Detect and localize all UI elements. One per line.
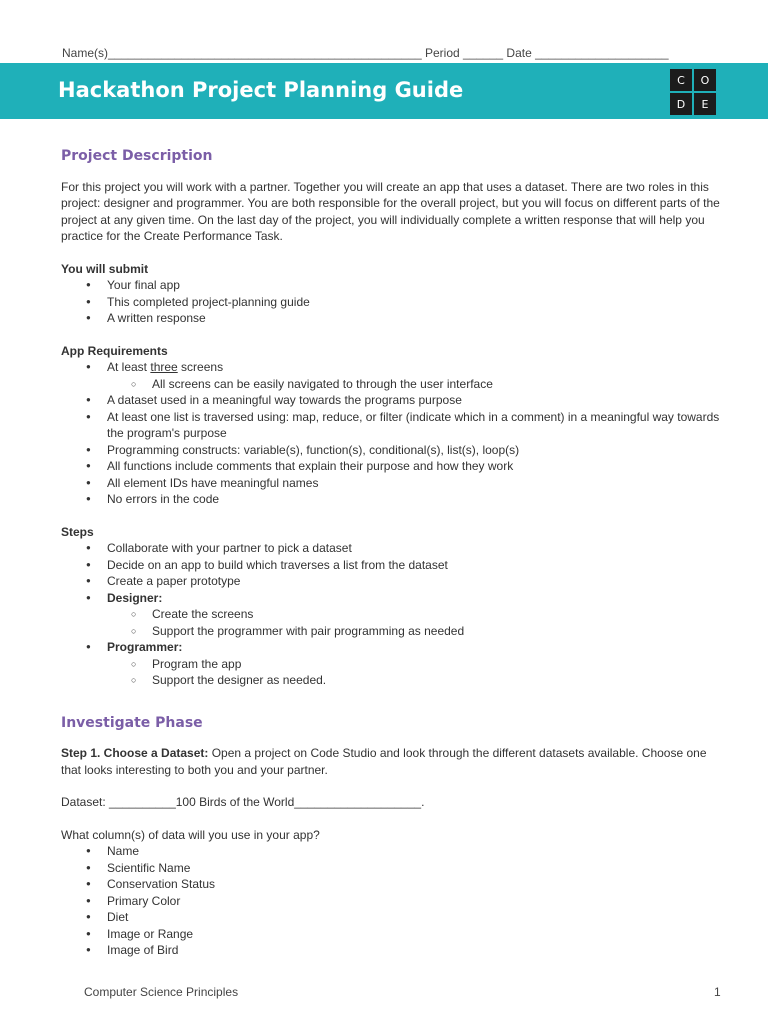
list-subitem: ○ Support the programmer with pair programming as needed bbox=[61, 623, 721, 640]
code-logo bbox=[670, 69, 716, 115]
requirements-heading: App Requirements bbox=[61, 343, 168, 358]
step1-text: Step 1. Choose a Dataset: Open a project on Code Studio and look through the different datasets available. Choose one that looks interesting to both you and your partner. bbox=[61, 746, 707, 777]
list-item: ● Conservation Status bbox=[61, 876, 721, 893]
submit-heading: You will submit bbox=[61, 261, 149, 276]
list-item: ● Your final app bbox=[61, 277, 721, 294]
list-item: ● Collaborate with your partner to pick a dataset bbox=[61, 540, 721, 557]
project-description-text: For this project you will work with a partner. Together you will create an app that uses a dataset. There are two roles in this project: designer and programmer. You are both responsible for the overall project, but you will focus on different parts of the project at any given time. On the last day of the project, you will individually complete a written response that will help you practice for the Create Performance Task. bbox=[61, 179, 720, 243]
list-item: ● Decide on an app to build which traverses a list from the dataset bbox=[61, 557, 721, 574]
list-item: ● No errors in the code bbox=[61, 491, 721, 508]
columns-question: What column(s) of data will you use in your app? bbox=[61, 827, 320, 842]
list-item: ● A written response bbox=[61, 310, 721, 327]
list-subitem: ○ Support the designer as needed. bbox=[61, 672, 721, 689]
list-subitem: ○ Program the app bbox=[61, 656, 721, 673]
logo-letter: D bbox=[670, 93, 692, 115]
steps-heading: Steps bbox=[61, 524, 94, 539]
document-body bbox=[61, 148, 721, 959]
project-description-heading: Project Description bbox=[61, 148, 213, 164]
logo-letter: E bbox=[694, 93, 716, 115]
requirements-list bbox=[61, 359, 721, 508]
list-item: ● Programming constructs: variable(s), function(s), conditional(s), list(s), loop(s) bbox=[61, 442, 721, 459]
programmer-item: ● Programmer: bbox=[61, 639, 721, 656]
footer-course: Computer Science Principles bbox=[84, 985, 239, 999]
investigate-phase-heading: Investigate Phase bbox=[61, 714, 203, 731]
list-item: ● Diet bbox=[61, 909, 721, 926]
designer-item: ● Designer: bbox=[61, 590, 721, 607]
list-item: ● At least three screens bbox=[61, 359, 721, 376]
page-number: 1 bbox=[714, 985, 721, 999]
list-item: ● Primary Color bbox=[61, 893, 721, 910]
logo-letter: C bbox=[670, 69, 692, 91]
page-title: Hackathon Project Planning Guide bbox=[58, 78, 464, 102]
list-item: ● This completed project-planning guide bbox=[61, 294, 721, 311]
name-period-date-line: Name(s)_______________________________________________ Period ______ Date ____________________ bbox=[62, 46, 669, 60]
list-item: ● Name bbox=[61, 843, 721, 860]
list-subitem: ○ Create the screens bbox=[61, 606, 721, 623]
list-item: ● All element IDs have meaningful names bbox=[61, 475, 721, 492]
logo-letter: O bbox=[694, 69, 716, 91]
dataset-line: Dataset: __________100 Birds of the World___________________. bbox=[61, 795, 425, 809]
list-item: ● A dataset used in a meaningful way towards the programs purpose bbox=[61, 392, 721, 409]
columns-list bbox=[61, 843, 721, 959]
list-item: ● All functions include comments that explain their purpose and how they work bbox=[61, 458, 721, 475]
list-item: ● Scientific Name bbox=[61, 860, 721, 877]
list-item: ● At least one list is traversed using: map, reduce, or filter (indicate which in a comment) in a meaningful way towards the program's purpose bbox=[61, 409, 721, 442]
title-banner bbox=[0, 63, 768, 119]
list-item: ● Image or Range bbox=[61, 926, 721, 943]
list-item: ● Image of Bird bbox=[61, 942, 721, 959]
submit-list bbox=[61, 277, 721, 327]
list-subitem: ○ All screens can be easily navigated to through the user interface bbox=[61, 376, 721, 393]
list-item: ● Create a paper prototype bbox=[61, 573, 721, 590]
steps-list bbox=[61, 540, 721, 689]
